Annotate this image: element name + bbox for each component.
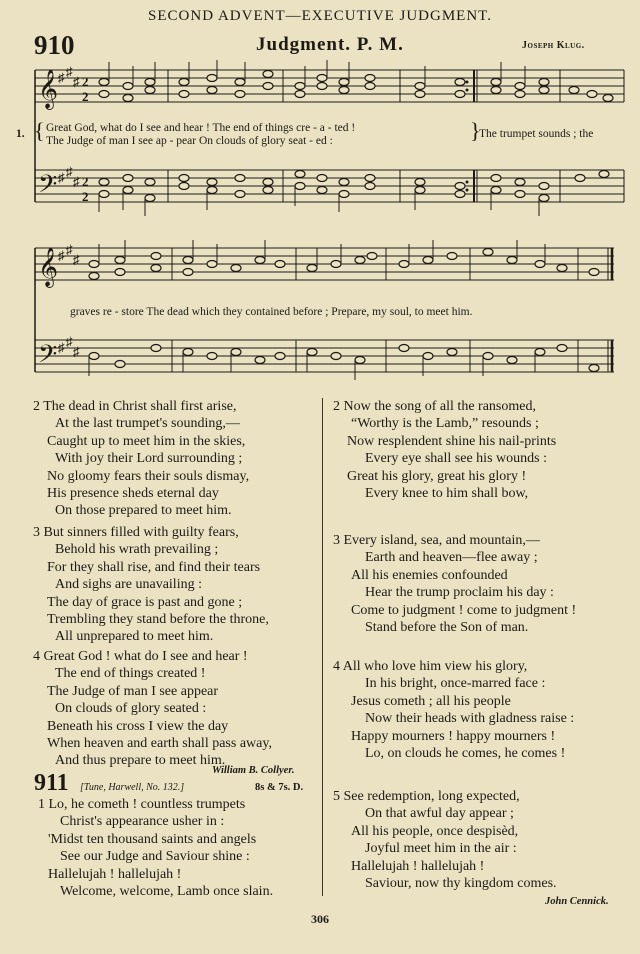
verse-line: The dead in Christ shall first arise, — [43, 399, 237, 414]
page-number: 306 — [311, 912, 329, 926]
verse-line: Now the song of all the ransomed, — [343, 399, 536, 414]
hymn911-verse-2 — [333, 398, 556, 502]
svg-text:♯: ♯ — [66, 64, 73, 79]
verse-line: 'Midst ten thousand saints and angels — [48, 831, 257, 847]
verse-line: All who love him view his glory, — [342, 659, 528, 674]
verse-line: The day of grace is past and gone ; — [47, 594, 243, 610]
verse-line: Beneath his cross I view the day — [47, 718, 229, 734]
lyric-brace-close: } — [470, 118, 481, 143]
hymn911-verse-3 — [333, 532, 576, 636]
svg-text:2: 2 — [82, 174, 89, 189]
verse-line: But sinners filled with guilty fears, — [43, 525, 239, 540]
verse-line: Behold his wrath prevailing ; — [55, 542, 219, 558]
verse-line: At the last trumpet's sounding,— — [55, 416, 240, 432]
verse-line: Joyful meet him in the air : — [365, 841, 517, 857]
verse-line: Every island, sea, and mountain,— — [343, 533, 540, 548]
verse-line: On clouds of glory seated : — [55, 701, 207, 717]
verse-line: Christ's appearance usher in : — [60, 814, 225, 830]
verse-number: 1 — [38, 797, 45, 812]
svg-text:♯: ♯ — [73, 174, 80, 189]
section-heading: SECOND ADVENT—EXECUTIVE JUDGMENT. — [148, 8, 492, 24]
svg-text:𝄞: 𝄞 — [38, 69, 59, 109]
svg-text:♯: ♯ — [58, 170, 65, 185]
verse-number: 2 — [33, 399, 40, 414]
verse-line: Now their heads with gladness raise : — [365, 711, 575, 727]
verse-line: Every knee to him shall bow, — [365, 486, 529, 502]
verse-number: 3 — [33, 525, 40, 540]
verse-line: On those prepared to meet him. — [55, 503, 232, 519]
verse-line: Come to judgment ! come to judgment ! — [351, 602, 577, 618]
verse-line: Hallelujah ! hallelujah ! — [351, 858, 485, 874]
verse-line: On that awful day appear ; — [365, 806, 514, 822]
verse-line: Saviour, now thy kingdom comes. — [365, 876, 557, 892]
verse-number: 5 — [333, 789, 340, 804]
verse-line: With joy their Lord surrounding ; — [55, 451, 243, 467]
svg-text:♯: ♯ — [73, 74, 80, 89]
verse-line: Every eye shall see his wounds : — [365, 451, 547, 467]
lyric-line-4: graves re - store The dead which they contained before ; Prepare, my soul, to meet him. — [70, 306, 473, 318]
tune-reference: [Tune, Harwell, No. 132.] — [80, 782, 185, 793]
lyric-brace: { — [34, 118, 45, 143]
verse-line: Now resplendent shine his nail-prints — [347, 433, 557, 449]
svg-text:2: 2 — [82, 189, 89, 204]
author-credit-911: John Cennick. — [545, 896, 609, 907]
hymn-number-910: 910 — [34, 30, 75, 60]
svg-text:𝄞: 𝄞 — [38, 247, 59, 287]
verse-line: All unprepared to meet him. — [55, 629, 214, 645]
verse-line: Jesus cometh ; all his people — [351, 693, 511, 709]
verse-line: And thus prepare to meet him. — [55, 753, 226, 769]
verse-number: 3 — [333, 533, 340, 548]
verse-line: Welcome, welcome, Lamb once slain. — [60, 884, 274, 900]
hymn910-verse-4 — [33, 648, 272, 770]
lyric-line-2: The Judge of man I see ap - pear On clouds of glory seat - ed : — [46, 135, 333, 147]
lyric-line-3: The trumpet sounds ; the — [479, 128, 594, 140]
verse-number: 4 — [33, 649, 40, 664]
svg-text:♯: ♯ — [73, 344, 80, 359]
author-credit-910: William B. Collyer. — [212, 765, 295, 776]
svg-text:♯: ♯ — [58, 340, 65, 355]
svg-text:♯: ♯ — [73, 252, 80, 267]
verse-line: Happy mourners ! happy mourners ! — [351, 728, 556, 744]
verse-line: See redemption, long expected, — [343, 789, 520, 804]
column-divider — [322, 398, 323, 896]
svg-text:♯: ♯ — [58, 248, 65, 263]
svg-text:𝄢: 𝄢 — [38, 170, 58, 205]
hymn910-verse-3 — [33, 524, 269, 646]
verse-line: All his people, once despisèd, — [351, 823, 519, 839]
svg-text:2: 2 — [82, 89, 89, 104]
verse-number-1: 1. — [16, 128, 25, 140]
lyric-line-1: Great God, what do I see and hear ! The end of things cre - a - ted ! — [46, 122, 356, 134]
hymn911-verse-1 — [38, 796, 273, 900]
tune-title: Judgment. P. M. — [256, 34, 404, 55]
svg-text:♯: ♯ — [66, 164, 73, 179]
svg-text:♯: ♯ — [66, 334, 73, 349]
verse-number: 4 — [333, 659, 340, 674]
verse-line: Trembling they stand before the throne, — [47, 612, 269, 628]
verse-line: Lo, on clouds he comes, he comes ! — [365, 746, 566, 762]
verse-line: Lo, he cometh ! countless trumpets — [48, 797, 246, 812]
verse-number: 2 — [333, 399, 340, 414]
hymn910-verse-2 — [33, 398, 249, 520]
svg-text:♯: ♯ — [66, 242, 73, 257]
svg-text:♯: ♯ — [58, 70, 65, 85]
verse-line: All his enemies confounded — [351, 567, 508, 583]
verse-line: Caught up to meet him in the skies, — [47, 433, 246, 449]
verse-line: In his bright, once-marred face : — [365, 676, 546, 692]
verse-line: Earth and heaven—flee away ; — [365, 550, 538, 566]
composer-credit: Joseph Klug. — [522, 40, 585, 51]
svg-text:𝄢: 𝄢 — [38, 340, 58, 375]
meter: 8s & 7s. D. — [255, 782, 304, 793]
svg-text:2: 2 — [82, 74, 89, 89]
hymn911-verse-5 — [333, 788, 557, 892]
verse-line: And sighs are unavailing : — [55, 577, 202, 593]
verse-line: His presence sheds eternal day — [47, 486, 219, 502]
verse-line: Great his glory, great his glory ! — [347, 468, 527, 484]
hymn-number-911: 911 — [34, 770, 69, 796]
verse-line: “Worthy is the Lamb,” resounds ; — [351, 416, 539, 432]
hymn911-verse-4 — [333, 658, 574, 762]
verse-line: The Judge of man I see appear — [47, 683, 219, 699]
verse-line: No gloomy fears their souls dismay, — [47, 468, 250, 484]
verse-line: Stand before the Son of man. — [365, 620, 529, 636]
verse-line: Great God ! what do I see and hear ! — [43, 649, 248, 664]
verse-line: Hallelujah ! hallelujah ! — [48, 866, 182, 882]
verse-line: For they shall rise, and find their tears — [47, 559, 261, 575]
verse-line: See our Judge and Saviour shine : — [60, 849, 250, 865]
verse-line: The end of things created ! — [55, 666, 206, 682]
verse-line: When heaven and earth shall pass away, — [47, 736, 272, 752]
verse-line: Hear the trump proclaim his day : — [365, 585, 554, 601]
